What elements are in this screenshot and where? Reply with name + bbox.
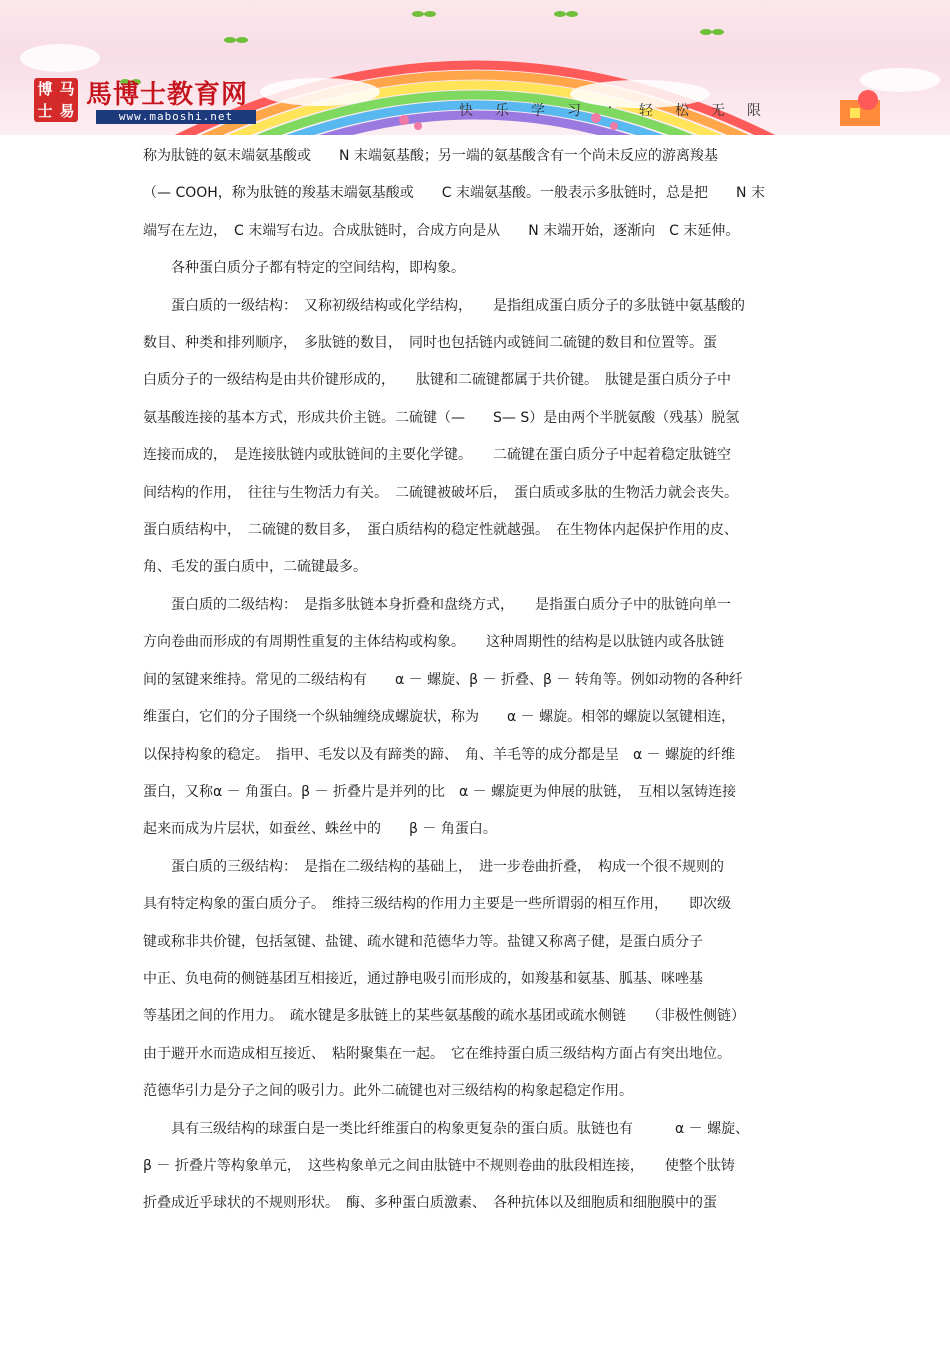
logo-icon: 博 马 士 易 bbox=[34, 78, 78, 122]
text-line: 以保持构象的稳定。 指甲、毛发以及有蹄类的蹄、 角、羊毛等的成分都是呈 α － 螺旋的纤维 bbox=[143, 746, 736, 763]
text-line: 键或称非共价键，包括氢键、盐键、疏水键和范德华力等。盐键又称离子健，是蛋白质分子 bbox=[143, 933, 703, 950]
text-line: 数目、种类和排列顺序， 多肽链的数目， 同时也包括链内或链间二硫键的数目和位置等。蛋 bbox=[143, 335, 717, 352]
text-line: 间结构的作用， 往往与生物活力有关。 二硫键被破坏后， 蛋白质或多肽的生物活力就会丧失。 bbox=[143, 484, 738, 501]
slogan-char: 松 bbox=[675, 103, 689, 119]
text-line: 端写在左边， C 末端写右边。合成肽链时，合成方向是从 N 末端开始，逐渐向 C 末延伸。 bbox=[143, 222, 740, 239]
text-line: （— COOH，称为肽链的羧基末端氨基酸或 C 末端氨基酸。一般表示多肽链时，总是把 N 末 bbox=[143, 185, 765, 202]
text-line: 白质分子的一级结构是由共价键形成的， 肽键和二硫键都属于共价键。 肽键是蛋白质分子中 bbox=[143, 372, 731, 389]
text-line: 由于避开水而造成相互接近、 粘附聚集在一起。 它在维持蛋白质三级结构方面占有突出地位。 bbox=[143, 1045, 731, 1062]
text-line: 蛋白质结构中， 二硫键的数目多， 蛋白质结构的稳定性就越强。 在生物体内起保护作用的皮、 bbox=[143, 522, 738, 539]
slogan-char: 限 bbox=[747, 103, 761, 119]
slogan-char: · bbox=[607, 100, 613, 116]
text-line: 方向卷曲而形成的有周期性重复的主体结构或构象。 这种周期性的结构是以肽链内或各肽链 bbox=[143, 634, 724, 651]
slogan-char: 无 bbox=[711, 103, 725, 119]
text-line: 折叠成近乎球状的不规则形状。 酶、多种蛋白质激素、 各种抗体以及细胞质和细胞膜中的蛋 bbox=[143, 1195, 717, 1212]
text-line: 等基团之间的作用力。 疏水键是多肽链上的某些氨基酸的疏水基团或疏水侧链 （非极性侧链） bbox=[143, 1008, 745, 1025]
slogan-char: 快 bbox=[459, 103, 473, 119]
slogan-char: 习 bbox=[567, 103, 581, 119]
header-banner bbox=[0, 0, 950, 135]
text-line: β － 折叠片等构象单元， 这些构象单元之间由肽链中不规则卷曲的肽段相连接， 使整个肽铸 bbox=[143, 1157, 735, 1174]
slogan-char: 乐 bbox=[495, 103, 509, 119]
text-line: 中正、负电荷的侧链基团互相接近，通过静电吸引而形成的，如羧基和氨基、胍基、咪唑基 bbox=[143, 970, 703, 987]
text-line: 蛋白质的二级结构： 是指多肽链本身折叠和盘绕方式， 是指蛋白质分子中的肽链向单一 bbox=[143, 596, 731, 613]
text-line: 氨基酸连接的基本方式，形成共价主链。二硫键（— S— S）是由两个半胱氨酸（残基）脱氢 bbox=[143, 409, 740, 426]
text-line: 具有特定构象的蛋白质分子。 维持三级结构的作用力主要是一些所谓弱的相互作用， 即次级 bbox=[143, 896, 731, 913]
site-name: 馬博士教育网 bbox=[86, 80, 249, 110]
slogan-char: 学 bbox=[531, 103, 545, 119]
document-body bbox=[143, 138, 813, 1223]
text-line: 维蛋白，它们的分子围绕一个纵轴缠绕成螺旋状，称为 α － 螺旋。相邻的螺旋以氢键相连， bbox=[143, 709, 736, 726]
text-line: 称为肽链的氨末端氨基酸或 N 末端氨基酸；另一端的氨基酸含有一个尚未反应的游离羧基 bbox=[143, 148, 718, 164]
text-line: 起来而成为片层状，如蚕丝、蛛丝中的 β － 角蛋白。 bbox=[143, 821, 497, 838]
site-url: www.maboshi.net bbox=[96, 110, 256, 124]
text-line: 蛋白质的三级结构： 是指在二级结构的基础上， 进一步卷曲折叠， 构成一个很不规则的 bbox=[143, 858, 724, 875]
slogan bbox=[448, 100, 772, 120]
text-line: 间的氢键来维持。常见的二级结构有 α － 螺旋、β － 折叠、β － 转角等。例如动物的各种纤 bbox=[143, 671, 743, 688]
slogan-char: 轻 bbox=[639, 103, 653, 119]
text-line: 蛋白质的一级结构： 又称初级结构或化学结构， 是指组成蛋白质分子的多肽链中氨基酸的 bbox=[143, 297, 745, 314]
text-line: 范德华引力是分子之间的吸引力。此外二硫键也对三级结构的构象起稳定作用。 bbox=[143, 1083, 633, 1100]
text-line: 角、毛发的蛋白质中，二硫键最多。 bbox=[143, 559, 367, 576]
text-line: 连接而成的， 是连接肽链内或肽链间的主要化学键。 二硫键在蛋白质分子中起着稳定肽链空 bbox=[143, 447, 731, 464]
text-line: 各种蛋白质分子都有特定的空间结构，即构象。 bbox=[143, 260, 465, 277]
text-line: 具有三级结构的球蛋白是一类比纤维蛋白的构象更复杂的蛋白质。肽链也有 α － 螺旋、 bbox=[143, 1120, 750, 1137]
text-line: 蛋白，又称α － 角蛋白。β － 折叠片是并列的比 α － 螺旋更为伸展的肽链， 互相以氢铸连接 bbox=[143, 783, 737, 800]
